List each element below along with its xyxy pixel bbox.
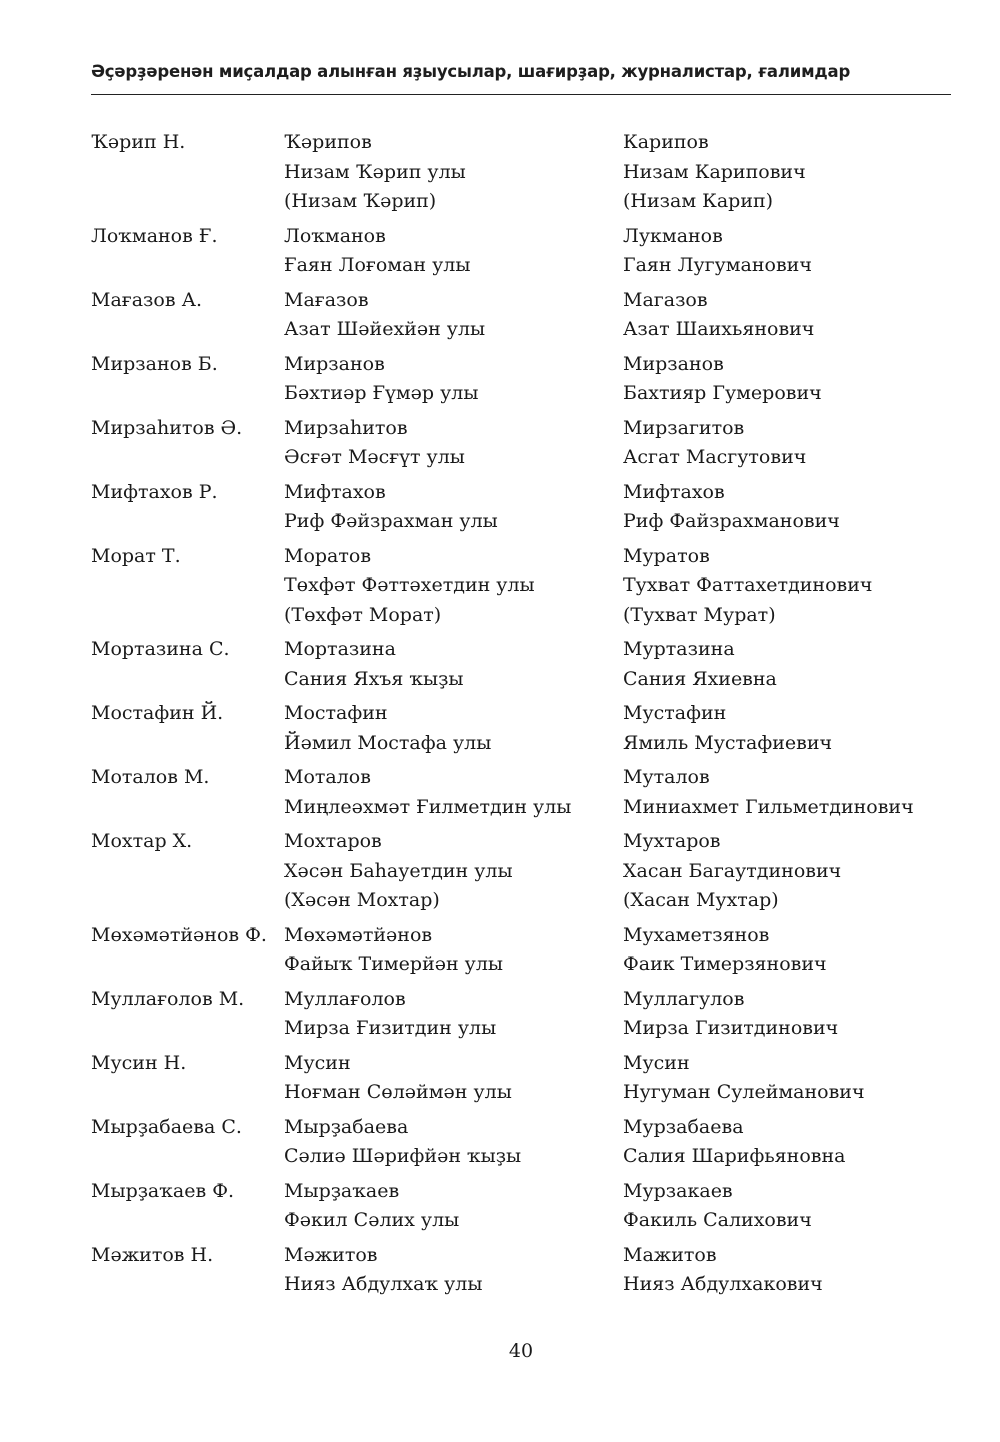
bashkir-name-line: Хәсән Баһауетдин улы <box>284 859 513 882</box>
short-name-column <box>91 350 284 409</box>
bashkir-name-line: Миңлеәхмәт Ғилметдин улы <box>284 795 572 818</box>
short-name: Мөхәмәтйәнов Ф. <box>91 923 267 946</box>
short-name: Мағазов А. <box>91 288 203 311</box>
bashkir-name-column <box>284 921 623 980</box>
russian-name-line: Фаик Тимерзянович <box>623 953 827 976</box>
russian-name-column <box>623 478 951 537</box>
russian-name-line: Низам Карипович <box>623 160 806 183</box>
bashkir-name-line: (Низам Ҡәрип) <box>284 190 437 213</box>
bashkir-name-column <box>284 286 623 345</box>
russian-name-line: Мифтахов <box>623 480 725 503</box>
short-name: Мирзаһитов Ә. <box>91 416 243 439</box>
bashkir-name-line: Мирзанов <box>284 352 385 375</box>
author-entry <box>91 1177 951 1236</box>
russian-name-column <box>623 128 951 217</box>
short-name: Мохтар Х. <box>91 830 193 853</box>
bashkir-name-line: Әсғәт Мәсғүт улы <box>284 446 465 469</box>
bashkir-name-line: (Төхфәт Морат) <box>284 603 442 626</box>
author-entry <box>91 1113 951 1172</box>
running-header: Әҫәрҙәренән миҫалдар алынған яҙыусылар, шағирҙар, журналистар, ғалимдар <box>91 62 851 81</box>
short-name-column <box>91 1177 284 1236</box>
author-list <box>91 128 951 1305</box>
russian-name-column <box>623 1177 951 1236</box>
header-rule <box>91 94 951 95</box>
russian-name-line: Риф Файзрахманович <box>623 510 840 533</box>
author-entry <box>91 414 951 473</box>
russian-name-line: Муталов <box>623 766 710 789</box>
author-entry <box>91 286 951 345</box>
short-name: Мырҙаҡаев Ф. <box>91 1179 235 1202</box>
short-name: Морат Т. <box>91 544 181 567</box>
short-name-column <box>91 763 284 822</box>
russian-name-column <box>623 1113 951 1172</box>
short-name-column <box>91 478 284 537</box>
bashkir-name-line: Ҡәрипов <box>284 131 372 153</box>
short-name: Моталов М. <box>91 766 210 789</box>
russian-name-line: Факиль Салихович <box>623 1209 812 1232</box>
bashkir-name-line: Мифтахов <box>284 480 386 503</box>
bashkir-name-line: Ғаян Лоғоман улы <box>284 254 471 277</box>
bashkir-name-line: Төхфәт Фәттәхетдин улы <box>284 574 535 597</box>
bashkir-name-column <box>284 827 623 916</box>
bashkir-name-line: Сания Яхъя ҡыҙы <box>284 667 464 690</box>
bashkir-name-line: Мостафин <box>284 702 388 725</box>
author-entry <box>91 1241 951 1300</box>
short-name: Лоҡманов Ғ. <box>91 224 218 247</box>
bashkir-name-line: Мусин <box>284 1051 351 1074</box>
bashkir-name-column <box>284 414 623 473</box>
bashkir-name-line: Моталов <box>284 766 371 789</box>
russian-name-line: Ямиль Мустафиевич <box>623 731 833 754</box>
bashkir-name-column <box>284 542 623 631</box>
russian-name-column <box>623 699 951 758</box>
bashkir-name-column <box>284 985 623 1044</box>
bashkir-name-line: Мәжитов <box>284 1243 378 1266</box>
short-name-column <box>91 1113 284 1172</box>
short-name-column <box>91 414 284 473</box>
russian-name-line: Муртазина <box>623 638 735 661</box>
russian-name-column <box>623 414 951 473</box>
russian-name-line: Мурзабаева <box>623 1115 744 1138</box>
russian-name-line: Карипов <box>623 131 709 153</box>
russian-name-line: Салия Шарифьяновна <box>623 1145 846 1168</box>
bashkir-name-line: Мөхәмәтйәнов <box>284 923 433 946</box>
short-name-column <box>91 286 284 345</box>
bashkir-name-line: Мохтаров <box>284 830 382 853</box>
russian-name-line: Гаян Лугуманович <box>623 254 812 277</box>
russian-name-column <box>623 827 951 916</box>
russian-name-line: Муллагулов <box>623 987 745 1010</box>
russian-name-line: Магазов <box>623 288 708 311</box>
russian-name-line: Нугуман Сулейманович <box>623 1081 865 1104</box>
russian-name-line: (Хасан Мухтар) <box>623 889 779 912</box>
russian-name-line: Мухаметзянов <box>623 923 770 946</box>
russian-name-line: Асгат Масгутович <box>623 446 807 469</box>
russian-name-column <box>623 763 951 822</box>
russian-name-column <box>623 921 951 980</box>
short-name: Ҡәрип Н. <box>91 131 186 153</box>
russian-name-column <box>623 286 951 345</box>
author-entry <box>91 763 951 822</box>
russian-name-line: Мирзагитов <box>623 416 745 439</box>
russian-name-line: Мустафин <box>623 702 727 725</box>
author-entry <box>91 128 951 217</box>
bashkir-name-line: Йәмил Мостафа улы <box>284 731 492 754</box>
russian-name-column <box>623 542 951 631</box>
bashkir-name-line: Мағазов <box>284 288 369 311</box>
bashkir-name-column <box>284 478 623 537</box>
short-name: Мостафин Й. <box>91 702 224 725</box>
russian-name-line: Муратов <box>623 544 710 567</box>
bashkir-name-line: Мортазина <box>284 638 396 661</box>
short-name: Мырҙабаева С. <box>91 1115 242 1138</box>
author-entry <box>91 542 951 631</box>
short-name-column <box>91 128 284 217</box>
bashkir-name-line: Моратов <box>284 544 372 567</box>
short-name: Мирзанов Б. <box>91 352 218 375</box>
russian-name-line: Бахтияр Гумерович <box>623 382 822 405</box>
bashkir-name-line: Ноғман Сөләймән улы <box>284 1081 512 1104</box>
bashkir-name-line: Риф Фәйзрахман улы <box>284 510 498 533</box>
bashkir-name-column <box>284 1241 623 1300</box>
author-entry <box>91 635 951 694</box>
russian-name-line: Хасан Багаутдинович <box>623 859 842 882</box>
author-entry <box>91 921 951 980</box>
russian-name-column <box>623 985 951 1044</box>
short-name-column <box>91 921 284 980</box>
short-name-column <box>91 985 284 1044</box>
bashkir-name-line: Лоҡманов <box>284 224 386 247</box>
russian-name-line: Сания Яхиевна <box>623 667 777 690</box>
author-entry <box>91 1049 951 1108</box>
bashkir-name-column <box>284 699 623 758</box>
author-entry <box>91 478 951 537</box>
short-name: Мәжитов Н. <box>91 1243 214 1266</box>
short-name-column <box>91 222 284 281</box>
short-name-column <box>91 827 284 916</box>
russian-name-line: Мухтаров <box>623 830 721 853</box>
bashkir-name-line: Муллағолов <box>284 987 406 1010</box>
russian-name-line: Мирза Гизитдинович <box>623 1017 839 1040</box>
russian-name-line: (Тухват Мурат) <box>623 603 776 626</box>
russian-name-line: (Низам Карип) <box>623 190 774 213</box>
short-name: Мусин Н. <box>91 1051 187 1074</box>
russian-name-line: Азат Шаихьянович <box>623 318 815 341</box>
bashkir-name-line: Сәлиә Шәрифйән ҡыҙы <box>284 1145 522 1168</box>
bashkir-name-column <box>284 1049 623 1108</box>
bashkir-name-column <box>284 222 623 281</box>
bashkir-name-column <box>284 1113 623 1172</box>
russian-name-column <box>623 222 951 281</box>
bashkir-name-line: Бәхтиәр Ғүмәр улы <box>284 382 479 405</box>
short-name: Мифтахов Р. <box>91 480 218 503</box>
bashkir-name-line: Нияз Абдулхаҡ улы <box>284 1273 483 1296</box>
bashkir-name-column <box>284 1177 623 1236</box>
bashkir-name-column <box>284 763 623 822</box>
russian-name-line: Мурзакаев <box>623 1179 733 1202</box>
bashkir-name-line: Мирзаһитов <box>284 416 408 439</box>
russian-name-line: Нияз Абдулхакович <box>623 1273 823 1296</box>
bashkir-name-line: Фәкил Сәлих улы <box>284 1209 460 1232</box>
russian-name-column <box>623 635 951 694</box>
russian-name-line: Мажитов <box>623 1243 717 1266</box>
bashkir-name-line: Низам Ҡәрип улы <box>284 160 466 183</box>
short-name-column <box>91 699 284 758</box>
russian-name-line: Миниахмет Гильметдинович <box>623 795 914 818</box>
author-entry <box>91 222 951 281</box>
short-name-column <box>91 635 284 694</box>
bashkir-name-line: Мирза Ғизитдин улы <box>284 1017 497 1040</box>
author-entry <box>91 827 951 916</box>
author-entry <box>91 699 951 758</box>
short-name: Муллағолов М. <box>91 987 245 1010</box>
russian-name-line: Мирзанов <box>623 352 724 375</box>
russian-name-column <box>623 350 951 409</box>
bashkir-name-line: Азат Шәйехйән улы <box>284 318 486 341</box>
russian-name-column <box>623 1049 951 1108</box>
author-entry <box>91 985 951 1044</box>
short-name: Мортазина С. <box>91 638 230 661</box>
bashkir-name-column <box>284 350 623 409</box>
bashkir-name-line: Мырҙаҡаев <box>284 1179 400 1202</box>
russian-name-line: Лукманов <box>623 224 723 247</box>
russian-name-line: Мусин <box>623 1051 690 1074</box>
bashkir-name-line: (Хәсән Мохтар) <box>284 889 440 912</box>
short-name-column <box>91 1241 284 1300</box>
russian-name-line: Тухват Фаттахетдинович <box>623 574 873 597</box>
author-entry <box>91 350 951 409</box>
bashkir-name-line: Файыҡ Тимерйән улы <box>284 953 504 976</box>
short-name-column <box>91 1049 284 1108</box>
page-number: 40 <box>508 1340 534 1362</box>
russian-name-column <box>623 1241 951 1300</box>
bashkir-name-column <box>284 128 623 217</box>
short-name-column <box>91 542 284 631</box>
bashkir-name-line: Мырҙабаева <box>284 1115 409 1138</box>
bashkir-name-column <box>284 635 623 694</box>
